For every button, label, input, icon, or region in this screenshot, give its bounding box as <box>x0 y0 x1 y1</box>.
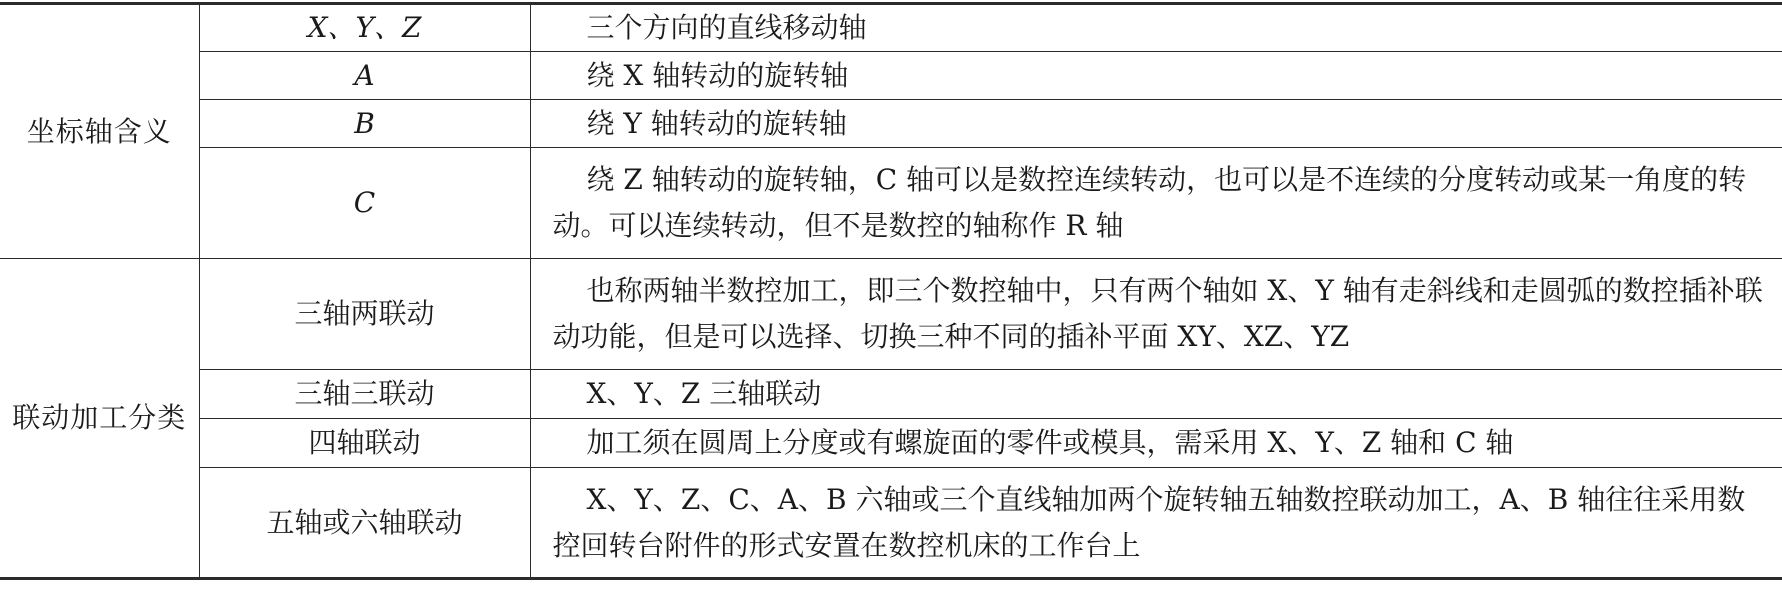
description-text: 三个方向的直线移动轴 <box>586 11 867 44</box>
table-row <box>0 419 1782 468</box>
description-text: 绕 Y 轴转动的旋转轴 <box>586 106 847 140</box>
table-row <box>0 370 1782 419</box>
axis-symbol-cell: C <box>199 148 530 259</box>
table-row <box>0 259 1782 370</box>
description-text: 也称两轴半数控加工，即三个数控轴中，只有两个轴如 X、Y 轴有走斜线和走圆弧的数控插补联动功能，但是可以选择、切换三种不同的插补平面 XY、XZ、YZ <box>552 274 1763 353</box>
table-row <box>0 4 1782 52</box>
description-cell <box>530 148 1782 259</box>
axis-symbol-cell: X、Y、Z <box>199 4 530 52</box>
linkage-type-cell: 三轴三联动 <box>199 370 530 419</box>
description-cell <box>530 468 1782 579</box>
table-row <box>0 468 1782 579</box>
description-cell <box>530 259 1782 370</box>
table-row <box>0 100 1782 148</box>
description-cell <box>530 370 1782 419</box>
table-row <box>0 52 1782 100</box>
category-cell: 坐标轴含义 <box>0 4 199 259</box>
linkage-type-cell: 三轴两联动 <box>199 259 530 370</box>
description-text: X、Y、Z 三轴联动 <box>586 377 822 410</box>
category-cell: 联动加工分类 <box>0 259 199 579</box>
linkage-type-cell: 四轴联动 <box>199 419 530 468</box>
description-cell <box>530 100 1782 148</box>
axis-symbol-cell: B <box>199 100 530 148</box>
description-text: X、Y、Z、C、A、B 六轴或三个直线轴加两个旋转轴五轴数控联动加工，A、B 轴往往采用数控回转台附件的形式安置在数控机床的工作台上 <box>552 482 1746 562</box>
table-row <box>0 148 1782 259</box>
axis-symbol-cell: A <box>199 52 530 100</box>
linkage-type-cell: 五轴或六轴联动 <box>199 468 530 579</box>
description-cell <box>530 419 1782 468</box>
description-cell <box>530 52 1782 100</box>
description-text: 绕 X 轴转动的旋转轴 <box>586 58 849 92</box>
description-text: 加工须在圆周上分度或有螺旋面的零件或模具，需采用 X、Y、Z 轴和 C 轴 <box>586 426 1514 459</box>
description-text: 绕 Z 轴转动的旋转轴，C 轴可以是数控连续转动，也可以是不连续的分度转动或某一角度的转动。可以连续转动，但不是数控的轴称作 R 轴 <box>552 163 1747 242</box>
description-cell <box>530 4 1782 52</box>
axis-definition-table <box>0 2 1782 580</box>
